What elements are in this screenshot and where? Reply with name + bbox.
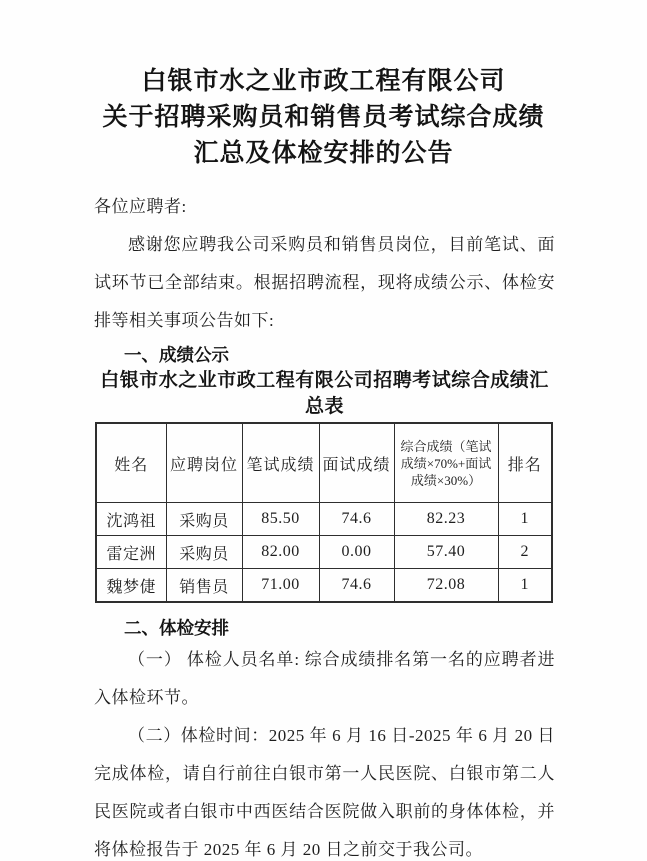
cell-written-score: 71.00 bbox=[242, 569, 319, 603]
table-row bbox=[96, 536, 552, 569]
header-position: 应聘岗位 bbox=[166, 423, 242, 503]
results-table-title: 白银市水之业市政工程有限公司招聘考试综合成绩汇总表 bbox=[100, 370, 549, 417]
medical-check-time-paragraph: （二）体检时间：2025 年 6 月 16 日-2025 年 6 月 20 日完成体检，请自行前往白银市第一人民医院、白银市第二人民医院或者白银市中西医结合医院做入职前的身体体检，并将体检报告于 2025 年 6 月 20 日之前交于我公司。 bbox=[94, 726, 555, 859]
table-row bbox=[96, 503, 552, 536]
results-table bbox=[95, 422, 553, 603]
table-row bbox=[96, 569, 552, 603]
intro-paragraph: 感谢您应聘我公司采购员和销售员岗位，目前笔试、面试环节已全部结束。根据招聘流程，现将成绩公示、体检安排等相关事项公告如下: bbox=[94, 235, 555, 330]
document-title bbox=[0, 0, 647, 172]
cell-combined-score: 72.08 bbox=[394, 569, 498, 603]
cell-combined-score: 57.40 bbox=[394, 536, 498, 569]
medical-check-list-paragraph: （一） 体检人员名单: 综合成绩排名第一名的应聘者进入体检环节。 bbox=[94, 650, 555, 707]
cell-rank: 1 bbox=[498, 503, 552, 536]
cell-interview-score: 74.6 bbox=[319, 569, 394, 603]
header-interview-score: 面试成绩 bbox=[319, 423, 394, 503]
cell-rank: 2 bbox=[498, 536, 552, 569]
title-line-1: 白银市水之业市政工程有限公司 bbox=[141, 68, 506, 95]
cell-name: 沈鸿祖 bbox=[96, 503, 166, 536]
cell-position: 销售员 bbox=[166, 569, 242, 603]
cell-name: 雷定洲 bbox=[96, 536, 166, 569]
cell-combined-score: 82.23 bbox=[394, 503, 498, 536]
cell-position: 采购员 bbox=[166, 503, 242, 536]
header-rank: 排名 bbox=[498, 423, 552, 503]
table-header-row bbox=[96, 423, 552, 503]
title-line-3: 汇总及体检安排的公告 bbox=[193, 140, 454, 167]
cell-written-score: 82.00 bbox=[242, 536, 319, 569]
header-written-score: 笔试成绩 bbox=[242, 423, 319, 503]
cell-interview-score: 74.6 bbox=[319, 503, 394, 536]
header-name: 姓名 bbox=[96, 423, 166, 503]
header-combined-score: 综合成绩（笔试成绩×70%+面试成绩×30%） bbox=[394, 423, 498, 503]
document-body bbox=[0, 172, 647, 861]
cell-rank: 1 bbox=[498, 569, 552, 603]
cell-name: 魏梦倢 bbox=[96, 569, 166, 603]
section-2-heading: 二、体检安排 bbox=[124, 618, 229, 638]
title-line-2: 关于招聘采购员和销售员考试综合成绩 bbox=[102, 104, 545, 131]
cell-position: 采购员 bbox=[166, 536, 242, 569]
cell-interview-score: 0.00 bbox=[319, 536, 394, 569]
cell-written-score: 85.50 bbox=[242, 503, 319, 536]
section-1-heading: 一、成绩公示 bbox=[124, 345, 229, 365]
salutation: 各位应聘者: bbox=[94, 197, 187, 216]
